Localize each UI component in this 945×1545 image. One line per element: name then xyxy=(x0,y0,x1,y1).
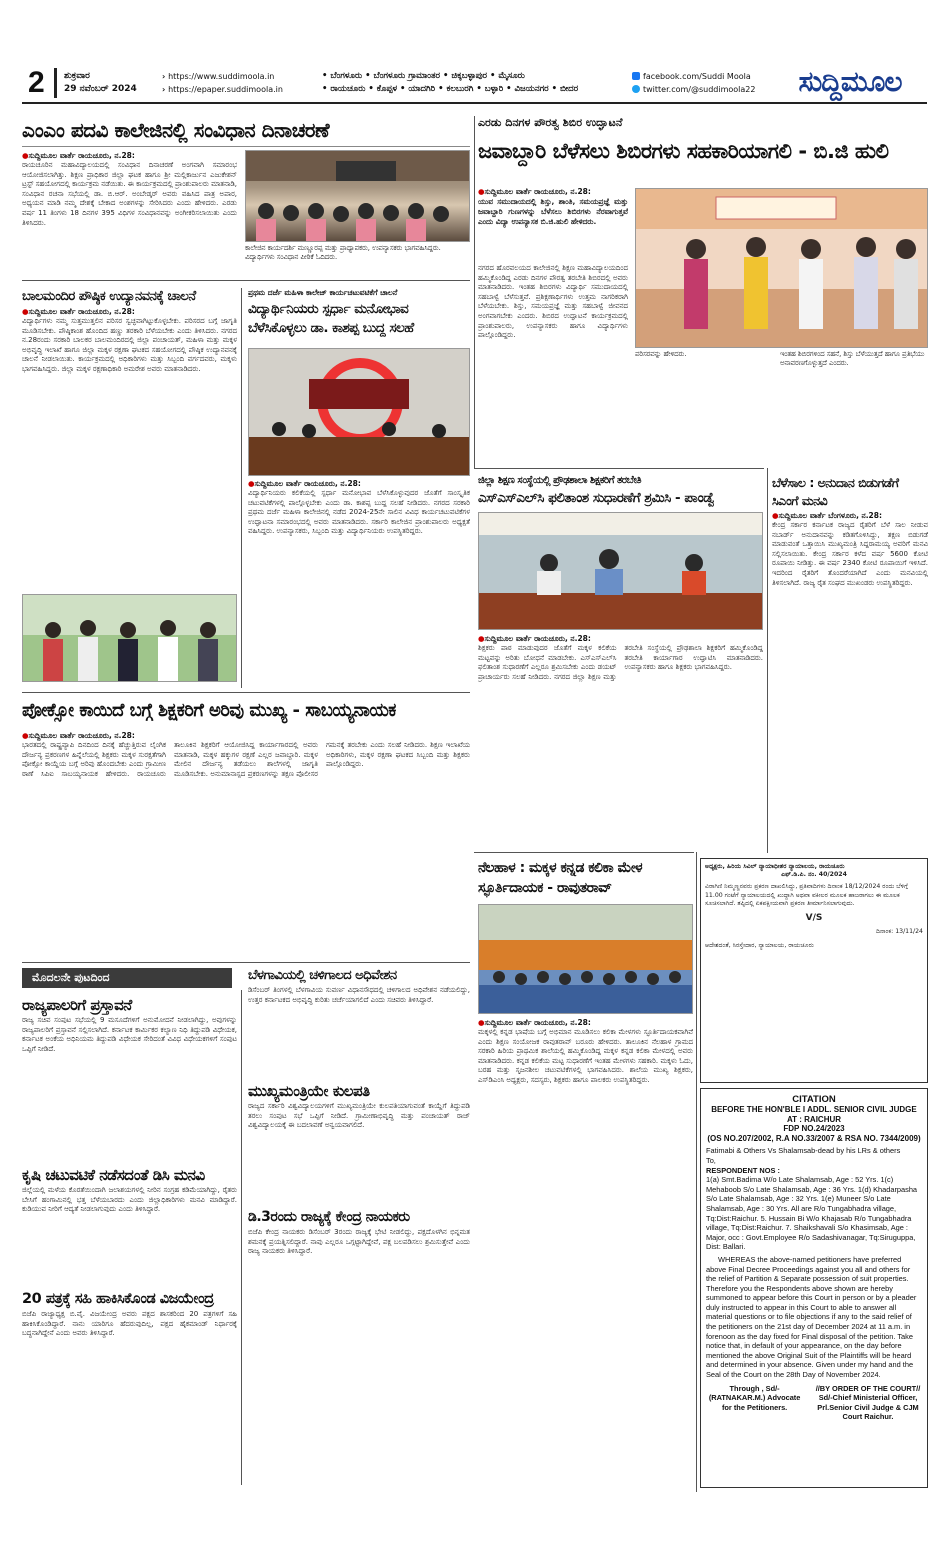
article-kannada-fair xyxy=(478,858,693,898)
article-text: ಜಿಲ್ಲೆಯಲ್ಲಿ ಮಳೆಯ ಕೊರತೆಯಿಂದಾಗಿ ಜಲಾಶಯಗಳಲ್ಲಿ ನೀರಿನ ಸಂಗ್ರಹ ಕಡಿಮೆಯಾಗಿದ್ದು, ರೈತರು ಬೇಸಿಗೆ ಹಂಗಾಮಿನಲ್ಲಿ ಭತ್ತ ಬೆಳೆಯಬಾರದು ಎಂದು ಜಿಲ್ಲಾಧಿಕಾರಿಗಳು ಮನವಿ ಮಾಡಿದ್ದಾರೆ. ಕುಡಿಯುವ ನೀರಿಗೆ ಆದ್ಯತೆ ನೀಡಲಾಗುವುದು ಎಂದು ತಿಳಿಸಿದ್ದಾರೆ. xyxy=(22,1186,237,1214)
article-citizenship-camp xyxy=(478,116,928,168)
camp-illustration xyxy=(636,189,928,348)
kannada-fair-photo xyxy=(478,904,693,1014)
article-text: ನಗರದ ಹೊರವಲಯದ ಕಾಲೇಜಿನಲ್ಲಿ ಶಿಕ್ಷಣ ಮಹಾವಿದ್ಯಾಲಯದಿಂದ ಹಮ್ಮಿಕೊಂಡಿದ್ದ ಎರಡು ದಿನಗಳ ಪೌರತ್ವ ತರಬೇತಿ ಶಿಬಿರದಲ್ಲಿ ಅವರು ಮಾತನಾಡಿದರು. ಇಂತಹ ಶಿಬಿರಗಳು ವಿದ್ಯಾರ್ಥಿ ಸಮುದಾಯದಲ್ಲಿ ಸಹಬಾಳ್ವೆ ಬೆಳೆಸುತ್ತವೆ. ಪ್ರಶಿಕ್ಷಣಾರ್ಥಿಗಳು ಉತ್ತಮ ನಾಗರಿಕರಾಗಿ ಬೆಳೆಯಬೇಕು. ಶಿಸ್ತು, ಸಮಯಪ್ರಜ್ಞೆ ಮತ್ತು ಸಹಬಾಳ್ವೆ ಜೀವನದ ಅಂಗವಾಗಬೇಕು ಎಂದರು. ಶಿಬಿರದ ಉದ್ಘಾಟನೆ ಕಾರ್ಯಕ್ರಮದಲ್ಲಿ ಪ್ರಾಂಶುಪಾಲರು, ಉಪನ್ಯಾಸಕರು ಹಾಗೂ ವಿದ್ಯಾರ್ಥಿಗಳು ಪಾಲ್ಗೊಂಡಿದ್ದರು. xyxy=(478,264,628,340)
page-number-divider xyxy=(54,68,57,98)
article-text: ಶಿಕ್ಷಕರು ಪಾಠ ಮಾಡುವುದರ ಜೊತೆಗೆ ಮಕ್ಕಳ ಕಲಿಕೆಯ ಮಟ್ಟವನ್ನು ಅರಿತು ಬೋಧನೆ ಮಾಡಬೇಕು. ಎಸ್‌ಎಸ್‌ಎಲ್‌ಸಿ ಫಲಿತಾಂಶ ಸುಧಾರಣೆಗೆ ಎಲ್ಲರೂ ಶ್ರಮಿಸಬೇಕು ಎಂದು ಡಯಟ್ ಪ್ರಾಚಾರ್ಯರು ಸಲಹೆ ನೀಡಿದರು. ನಗರದ ಜಿಲ್ಲಾ ಶಿಕ್ಷಣ ಮತ್ತು ತರಬೇತಿ ಸಂಸ್ಥೆಯಲ್ಲಿ ಪ್ರೌಢಶಾಲಾ ಶಿಕ್ಷಕರಿಗೆ ಹಮ್ಮಿಕೊಂಡಿದ್ದ ತರಬೇತಿ ಕಾರ್ಯಾಗಾರ ಉದ್ಘಾಟಿಸಿ ಮಾತನಾಡಿದರು. ಉಪನ್ಯಾಸಕರು ಹಾಗೂ ಶಿಕ್ಷಕರು ಭಾಗವಹಿಸಿದ್ದರು. xyxy=(478,644,763,681)
citation-respondents-label: RESPONDENT NOS : xyxy=(706,1165,780,1175)
byline: ● ಸುದ್ದಿಮೂಲ ವಾರ್ತೆ ಬೆಂಗಳೂರು, ನ.28: xyxy=(772,510,928,521)
article-farming-appeal xyxy=(22,1164,237,1282)
article-text: ವಿದ್ಯಾರ್ಥಿಗಳು ನಮ್ಮ ಸುತ್ತಮುತ್ತಲಿನ ಪರಿಸರ ಸ್ವಚ್ಛವಾಗಿಟ್ಟುಕೊಳ್ಳಬೇಕು. ಪರಿಸರದ ಬಗ್ಗೆ ಜಾಗೃತಿ ಮೂಡಿಸಬೇಕು. ಪೌಷ್ಠಿಕಾಂಶ ಹೊಂದಿದ ಹಣ್ಣು ತರಕಾರಿ ಬೆಳೆಯಬೇಕು ಎಂದು ತಿಳಿಸಿದರು. ನಗರದ ನ.28ರಂದು ಸರಕಾರಿ ಬಾಲಕರ ಬಾಲಮಂದಿರದಲ್ಲಿ ಜಿಲ್ಲಾ ಪಂಚಾಯತ್, ಮಹಿಳಾ ಮತ್ತು ಮಕ್ಕಳ ಅಭಿವೃದ್ಧಿ ಇಲಾಖೆ ಹಾಗೂ ಜಿಲ್ಲಾ ಮಕ್ಕಳ ರಕ್ಷಣಾ ಘಟಕದ ಸಹಯೋಗದಲ್ಲಿ ಪೌಷ್ಠಿಕ ಉದ್ಯಾನವನಕ್ಕೆ ಚಾಲನೆ ನೀಡಲಾಯಿತು. ಕಾರ್ಯಕ್ರಮದಲ್ಲಿ ಅಧಿಕಾರಿಗಳು ಮತ್ತು ಸಿಬ್ಬಂದಿ ವರ್ಗದವರು, ಮಕ್ಕಳು ಭಾಗವಹಿಸಿದ್ದರು. ಜಿಲ್ಲಾ ಮಕ್ಕಳ ರಕ್ಷಣಾಧಿಕಾರಿ ಅಮರೇಶ ಅವರು ಮಾತನಾಡಿದರು. xyxy=(22,317,237,373)
divider xyxy=(22,280,470,281)
byline: ● ಸುದ್ದಿಮೂಲ ವಾರ್ತೆ ರಾಯಚೂರು, ನ.28: xyxy=(22,150,237,161)
byline: ● ಸುದ್ದಿಮೂಲ ವಾರ್ತೆ ರಾಯಚೂರು, ನ.28: xyxy=(22,730,470,741)
notice-body: ವಿರಾಗಿಣಿ ನಿಮ್ಮಣ್ಣನವರು ಪ್ರಕರಣ ದಾಖಲಿಸಿದ್ದು, ಪ್ರತಿವಾದಿಗಳು ದಿನಾಂಕ 18/12/2024 ರಂದು ಬೆಳಿಗ್ಗೆ 11.00 ಗಂಟೆಗೆ ನ್ಯಾಯಾಲಯದಲ್ಲಿ ಖುದ್ದಾಗಿ ಅಥವಾ ವಕೀಲರ ಮೂಲಕ ಹಾಜರಾಗಲು ಈ ಮೂಲಕ ಸೂಚಿಸಲಾಗಿದೆ. ತಪ್ಪಿದಲ್ಲಿ ಏಕಪಕ್ಷೀಯವಾಗಿ ಪ್ರಕರಣ ತೀರ್ಮಾನಿಸಲಾಗುವುದು. xyxy=(705,883,909,907)
training-photo xyxy=(478,512,763,630)
college-event-photo xyxy=(248,348,470,476)
audience-illustration xyxy=(246,151,470,242)
article-cm-chancellor xyxy=(248,1080,470,1202)
citation-body: WHEREAS the above-named petitioners have preferred above Final Decree Proceedings against you all and others for the relief of Partition & Separate possession of suit properties. Therefore you the Respondents above shown are hereby summoned to appear before this Court in person or by a pleader duly instructed to appear in this Court to able to answer all material questions or to file objections if any to the said relief of the petitioners on the 21st day of December 2024 at 11 a.m. in forenoon as the day fixed for Final disposal of the petition. Take notice that, in default of your appearance, on the day before mentioned the above Original Suit of the Plaintiffs will be heard and determined in your absence. Given under my hand and the Seal of the Court on the 28th Day of November 2024. xyxy=(706,1254,917,1380)
vertical-divider xyxy=(696,852,697,1492)
facebook-link[interactable] xyxy=(632,70,755,83)
article-crop-loan xyxy=(772,474,928,851)
twitter-handle: twitter.com/@suddimoola22 xyxy=(643,85,756,94)
court-notice-kannada xyxy=(700,858,928,1083)
article-pocso xyxy=(22,698,470,951)
event-photo xyxy=(245,150,470,242)
article-constitution-day xyxy=(22,116,470,147)
vertical-divider xyxy=(241,990,242,1485)
article-kannada-fair-body xyxy=(478,1017,693,1493)
article-text: ಭಾರತದಲ್ಲಿ ರಾಷ್ಟ್ರವ್ಯಾಪಿ ದಿನದಿಂದ ದಿನಕ್ಕೆ ಹೆಚ್ಚುತ್ತಿರುವ ಲೈಂಗಿಕ ದೌರ್ಜನ್ಯ ಪ್ರಕರಣಗಳ ಹಿನ್ನೆಲೆಯಲ್ಲಿ ಶಿಕ್ಷಕರು ಮಕ್ಕಳ ಸುರಕ್ಷತೆಗಾಗಿ ಪೋಕ್ಸೋ ಕಾಯ್ದೆಯ ಬಗ್ಗೆ ಅರಿವು ಹೊಂದಬೇಕು ಎಂದು ಗ್ರಾಮೀಣ ಠಾಣೆ ಸಿಪಿಐ ಸಾಬಯ್ಯನಾಯಕ ಹೇಳಿದರು. ರಾಯಚೂರು ತಾಲೂಕಿನ ಶಿಕ್ಷಕರಿಗೆ ಆಯೋಜಿಸಿದ್ದ ಕಾರ್ಯಾಗಾರದಲ್ಲಿ ಅವರು ಮಾತನಾಡಿ, ಮಕ್ಕಳ ಹಕ್ಕುಗಳ ರಕ್ಷಣೆ ಎಲ್ಲರ ಜವಾಬ್ದಾರಿ. ಮಕ್ಕಳ ಮೇಲಿನ ದೌರ್ಜನ್ಯ ತಡೆಯಲು ಶಾಲೆಗಳಲ್ಲಿ ಜಾಗೃತಿ ಮೂಡಿಸಬೇಕು. ಅನುಮಾನಾಸ್ಪದ ಪ್ರಕರಣಗಳನ್ನು ತಕ್ಷಣ ಪೊಲೀಸರ ಗಮನಕ್ಕೆ ತರಬೇಕು ಎಂದು ಸಲಹೆ ನೀಡಿದರು. ಶಿಕ್ಷಣ ಇಲಾಖೆಯ ಅಧಿಕಾರಿಗಳು, ಮಕ್ಕಳ ರಕ್ಷಣಾ ಘಟಕದ ಸಿಬ್ಬಂದಿ ಮತ್ತು ಶಿಕ್ಷಕರು ಪಾಲ್ಗೊಂಡಿದ್ದರು. xyxy=(22,741,470,778)
citation-parties: Fatimabi & Others Vs Shalamsab-dead by his LRs & others xyxy=(706,1146,901,1156)
headline: ಜಿಲ್ಲಾ ಶಿಕ್ಷಣ ಸಂಸ್ಥೆಯಲ್ಲಿ ಪ್ರೌಢಶಾಲಾ ಶಿಕ್ಷಕರಿಗೆ ತರಬೇತಿ xyxy=(478,475,641,486)
citation-os: (OS NO.207/2002, R.A NO.33/2007 & RSA NO. 7344/2009) xyxy=(707,1133,921,1143)
headline-2: ಎಸ್‌ಎಸ್‌ಎಲ್‌ಸಿ ಫಲಿತಾಂಶ ಸುಧಾರಣೆಗೆ ಶ್ರಮಿಸಿ - ಪಾಂಡ್ವೆ xyxy=(478,490,715,506)
notice-case-number: ಎಫ್.ಡಿ.ಪಿ. ನಂ. 40/2024 xyxy=(781,871,847,879)
byline: ● ಸುದ್ದಿಮೂಲ ವಾರ್ತೆ ರಾಯಚೂರು, ನ.28: xyxy=(248,478,470,489)
website-link[interactable]: › https://www.suddimoola.in xyxy=(162,70,283,83)
photo-caption: ಇಂತಹ ಶಿಬಿರಗಳಿಂದ ಸಹನೆ, ಶಿಸ್ತು ಬೆಳೆಯುತ್ತದೆ ಹಾಗೂ ಪ್ರತಿಭೆಯು ಅನಾವರಣಗೊಳ್ಳುತ್ತದೆ ಎಂದರು. xyxy=(780,350,925,367)
divider xyxy=(22,962,470,963)
continued-section-bar: ಮೊದಲನೇ ಪುಟದಿಂದ xyxy=(22,968,232,988)
byline: ● ಸುದ್ದಿಮೂಲ ವಾರ್ತೆ ರಾಯಚೂರು, ನ.28: xyxy=(478,633,763,644)
article-vijayendra xyxy=(22,1288,237,1500)
twitter-icon xyxy=(632,85,640,93)
kicker: ಪ್ರಥಮ ದರ್ಜೆ ಮಹಿಳಾ ಕಾಲೇಜ್ ಕಾರ್ಯಚಟುವಟಿಕೆಗೆ ಚಾಲನೆ xyxy=(248,288,398,297)
nutrition-garden-photo xyxy=(22,594,237,682)
citation-court: BEFORE THE HON'BLE I ADDL. SENIOR CIVIL JUDGE AT : RAICHUR xyxy=(711,1105,917,1124)
kicker: ಎರಡು ದಿನಗಳ ಪೌರತ್ವ ಶಿಬಿರ ಉದ್ಘಾಟನೆ xyxy=(478,116,623,129)
issue-date-text: 29 ನವೆಂಬರ್ 2024 xyxy=(64,84,137,94)
photo-caption-left: ಪರಿಸರವನ್ನು ಹೇಳಿದರು. xyxy=(635,350,687,358)
notice-vs: V/S xyxy=(805,913,823,924)
headline: ಬೆಳೆಸಾಲ : ಅನುದಾನ ಬಿಡುಗಡೆಗೆ ಸಿಎಂಗೆ ಮನವಿ xyxy=(772,475,899,508)
article-womens-college xyxy=(248,288,470,338)
twitter-link[interactable] xyxy=(632,83,755,96)
college-illustration xyxy=(249,349,470,476)
headline: ಮುಖ್ಯಮಂತ್ರಿಯೇ ಕುಲಪತಿ xyxy=(248,1082,370,1100)
headline: ಡಿ.3ರಂದು ರಾಜ್ಯಕ್ಕೆ ಕೇಂದ್ರ ನಾಯಕರು xyxy=(248,1209,410,1225)
citation-signatures xyxy=(706,1384,922,1422)
headline: ಜವಾಬ್ದಾರಿ ಬೆಳೆಸಲು ಶಿಬಿರಗಳು ಸಹಕಾರಿಯಾಗಲಿ - ಬಿ.ಜಿ ಹುಲಿ xyxy=(478,139,889,163)
court-signature: //BY ORDER OF THE COURT// Sd/-Chief Ministerial Officer, Prl.Senior Civil Judge & CJM Court Raichur. xyxy=(815,1383,921,1422)
headline: ಬಾಲಮಂದಿರ ಪೌಷ್ಠಿಕ ಉದ್ಯಾನವನಕ್ಕೆ ಚಾಲನೆ xyxy=(22,289,196,304)
headline: ಪೋಕ್ಸೋ ಕಾಯಿದೆ ಬಗ್ಗೆ ಶಿಕ್ಷಕರಿಗೆ ಅರಿವು ಮುಖ್ಯ - ಸಾಬಯ್ಯನಾಯಕ xyxy=(22,700,396,721)
issue-date xyxy=(64,70,137,96)
article-governor-proposal xyxy=(22,994,237,1156)
newspaper-masthead: ಸುದ್ದಿಮೂಲ xyxy=(798,65,902,98)
byline: ● ಸುದ್ದಿಮೂಲ ವಾರ್ತೆ ರಾಯಚೂರು, ನ.28: xyxy=(478,1017,693,1028)
article-text: ಮಕ್ಕಳಲ್ಲಿ ಕನ್ನಡ ಭಾಷೆಯ ಬಗ್ಗೆ ಅಭಿಮಾನ ಮೂಡಿಸಲು ಕಲಿಕಾ ಮೇಳಗಳು ಸ್ಫೂರ್ತಿದಾಯಕವಾಗಿವೆ ಎಂದು ಶಿಕ್ಷಣ ಸಂಯೋಜಕ ರಾವುತರಾವ್ ಬರೂರು ಹೇಳಿದರು. ತಾಲೂಕಿನ ನೆಲಹಾಳ ಗ್ರಾಮದ ಸರಕಾರಿ ಹಿರಿಯ ಪ್ರಾಥಮಿಕ ಶಾಲೆಯಲ್ಲಿ ಹಮ್ಮಿಕೊಂಡಿದ್ದ ಮಕ್ಕಳ ಕನ್ನಡ ಕಲಿಕಾ ಮೇಳದಲ್ಲಿ ಅವರು ಮಾತನಾಡಿದರು. ಕನ್ನಡ ಕಲಿಕೆಯ ಮಟ್ಟ ಸುಧಾರಣೆಗೆ ಇಂತಹ ಮೇಳಗಳು ಸಹಕಾರಿ. ಮಕ್ಕಳು ಓದು, ಬರಹ ಮತ್ತು ಸೃಜನಶೀಲ ಚಟುವಟಿಕೆಗಳಲ್ಲಿ ಭಾಗವಹಿಸಿದರು. ಶಾಲೆಯ ಮುಖ್ಯ ಶಿಕ್ಷಕರು, ಎಸ್‌ಡಿಎಂಸಿ ಅಧ್ಯಕ್ಷರು, ಸದಸ್ಯರು, ಶಿಕ್ಷಕರು ಹಾಗೂ ಪಾಲಕರು ಉಪಸ್ಥಿತರಿದ್ದರು. xyxy=(478,1028,693,1084)
divider xyxy=(474,852,694,853)
article-womens-college-body xyxy=(248,478,470,679)
article-text: ಬಿಜೆಪಿ ಕೇಂದ್ರ ನಾಯಕರು ಡಿಸೆಂಬರ್ 3ರಂದು ರಾಜ್ಯಕ್ಕೆ ಭೇಟಿ ನೀಡಲಿದ್ದು, ಪಕ್ಷದೊಳಗಿನ ಭಿನ್ನಮತ ಶಮನಕ್ಕೆ ಪ್ರಯತ್ನಿಸಲಿದ್ದಾರೆ. ನಾವು ಎಲ್ಲರೂ ಒಗ್ಗಟ್ಟಾಗಿದ್ದೇವೆ, ಪಕ್ಷ ಬಲಪಡಿಸಲು ಶ್ರಮಿಸುತ್ತೇವೆ ಎಂದು ರಾಜ್ಯ ನಾಯಕರು ತಿಳಿಸಿದ್ದಾರೆ. xyxy=(248,1228,470,1256)
facebook-icon xyxy=(632,72,640,80)
citation-notice xyxy=(700,1088,928,1488)
article-citizenship-camp-lead xyxy=(478,186,628,469)
article-text: ರಾಜ್ಯದ ಸರ್ಕಾರಿ ವಿಶ್ವವಿದ್ಯಾಲಯಗಳಿಗೆ ಮುಖ್ಯಮಂತ್ರಿಯೇ ಕುಲಪತಿಯಾಗುವಂತೆ ಕಾಯ್ದೆಗೆ ತಿದ್ದುಪಡಿ ತರಲು ಸಂಪುಟ ಸಭೆ ಒಪ್ಪಿಗೆ ನೀಡಿದೆ. ಗ್ರಾಮೀಣಾಭಿವೃದ್ಧಿ ಮತ್ತು ಪಂಚಾಯತ್ ರಾಜ್ ವಿಶ್ವವಿದ್ಯಾಲಯಕ್ಕೆ ಈ ಬದಲಾವಣೆ ಅನ್ವಯವಾಗಲಿದೆ. xyxy=(248,1102,470,1130)
citation-to: To, xyxy=(706,1155,716,1165)
citation-title: CITATION xyxy=(792,1094,836,1105)
social-links xyxy=(632,70,755,96)
issue-day: ಶುಕ್ರವಾರ xyxy=(64,71,90,81)
epaper-link[interactable]: › https://epaper.suddimoola.in xyxy=(162,83,283,96)
citation-fdp: FDP NO.24/2023 xyxy=(783,1124,845,1134)
notice-signature: ಆದೇಶದಂತೆ, ಸಿರಸ್ತೇದಾರ, ನ್ಯಾಯಾಲಯ, ರಾಯಚೂರು xyxy=(705,942,814,950)
headline: ಕೃಷಿ ಚಟುವಟಿಕೆ ನಡೆಸದಂತೆ ಡಿಸಿ ಮನವಿ xyxy=(22,1166,205,1184)
camp-photo xyxy=(635,188,928,348)
article-sslc xyxy=(478,474,763,508)
article-text: ಕೇಂದ್ರ ಸರ್ಕಾರ ಕರ್ನಾಟಕ ರಾಜ್ಯದ ರೈತರಿಗೆ ಬೆಳೆ ಸಾಲ ನೀಡುವ ನಬಾರ್ಡ್ ಅನುದಾನವನ್ನು ಕಡಿತಗೊಳಿಸಿದ್ದು, ತಕ್ಷಣ ಬಿಡುಗಡೆ ಮಾಡುವಂತೆ ಒತ್ತಾಯಿಸಿ ಮುಖ್ಯಮಂತ್ರಿ ಸಿದ್ದರಾಮಯ್ಯ ಅವರಿಗೆ ಮನವಿ ಸಲ್ಲಿಸಲಾಯಿತು. ಕೇಂದ್ರ ಸರ್ಕಾರ ಕಳೆದ ವರ್ಷ 5600 ಕೋಟಿ ರೂಪಾಯಿ ನೀಡಿತ್ತು. ಈ ವರ್ಷ 2340 ಕೋಟಿ ರೂಪಾಯಿಗೆ ಇಳಿಸಿದೆ. ಇದರಿಂದ ರೈತರಿಗೆ ತೊಂದರೆಯಾಗಿದೆ ಎಂದು ಮನವಿಯಲ್ಲಿ ತಿಳಿಸಲಾಗಿದೆ. ರಾಜ್ಯ ರೈತ ಸಂಘದ ಮುಖಂಡರು ಉಪಸ್ಥಿತರಿದ್ದರು. xyxy=(772,521,928,587)
facebook-handle: facebook.com/Suddi Moola xyxy=(643,72,751,81)
notice-date: ದಿನಾಂಕ: 13/11/24 xyxy=(876,928,923,936)
garden-illustration xyxy=(23,595,237,682)
cities-row-2: • ರಾಯಚೂರು • ಕೊಪ್ಪಳ • ಯಾದಗಿರಿ • ಕಲಬುರಗಿ • ಬಳ್ಳಾರಿ • ವಿಜಯನಗರ • ಬೀದರ xyxy=(322,84,579,94)
notice-title: ಅಧ್ಯಕ್ಷರು, ಹಿರಿಯ ಸಿವಿಲ್ ನ್ಯಾಯಾಧೀಶರ ನ್ಯಾಯಾಲಯ, ರಾಯಚೂರು xyxy=(705,863,845,870)
advocate-signature: Through , Sd/- (RATNAKAR.M.) Advocate for the Petitioners. xyxy=(708,1383,801,1412)
article-text: ಬಿಜೆಪಿ ರಾಜ್ಯಾಧ್ಯಕ್ಷ ಬಿ.ವೈ. ವಿಜಯೇಂದ್ರ ಅವರು ಪಕ್ಷದ ಶಾಸಕರಿಂದ 20 ಪತ್ರಗಳಿಗೆ ಸಹಿ ಹಾಕಿಸಿಕೊಂಡಿದ್ದಾರೆ. ನಾನು ಯಾರಿಗೂ ಹೆದರುವುದಿಲ್ಲ, ಪಕ್ಷದ ಹೈಕಮಾಂಡ್ ನಿರ್ಧಾರಕ್ಕೆ ಬದ್ಧನಾಗಿದ್ದೇನೆ ಎಂದು ಅವರು ತಿಳಿಸಿದ್ದಾರೆ. xyxy=(22,1310,237,1338)
vertical-divider xyxy=(474,116,475,468)
divider xyxy=(22,692,470,693)
article-text: ಡಿಸೆಂಬರ್ ತಿಂಗಳಲ್ಲಿ ಬೆಳಗಾವಿಯ ಸುವರ್ಣ ವಿಧಾನಸೌಧದಲ್ಲಿ ಚಳಿಗಾಲದ ಅಧಿವೇಶನ ನಡೆಯಲಿದ್ದು, ಉತ್ತರ ಕರ್ನಾಟಕದ ಅಭಿವೃದ್ಧಿ ಕುರಿತು ಚರ್ಚೆಯಾಗಲಿದೆ ಎಂದು ಸಚಿವರು ತಿಳಿಸಿದ್ದಾರೆ. xyxy=(248,986,470,1004)
edition-cities xyxy=(322,70,578,96)
headline: 20 ಪತ್ರಕ್ಕೆ ಸಹಿ ಹಾಕಿಸಿಕೊಂಡ ವಿಜಯೇಂದ್ರ xyxy=(22,1291,214,1307)
vertical-divider xyxy=(767,468,768,853)
headline: ನೆಲಹಾಳ : ಮಕ್ಕಳ ಕನ್ನಡ ಕಲಿಕಾ ಮೇಳ ಸ್ಫೂರ್ತಿದಾಯಕ - ರಾವುತರಾವ್ xyxy=(478,860,643,896)
students-illustration xyxy=(479,905,693,1014)
header-links xyxy=(162,70,283,96)
article-text: ವಿದ್ಯಾರ್ಥಿನಿಯರು ಕಲಿಕೆಯಲ್ಲಿ ಸ್ಪರ್ಧಾ ಮನೋಭಾವ ಬೆಳೆಸಿಕೊಳ್ಳುವುದರ ಜೊತೆಗೆ ಸಾಂಸ್ಕೃತಿಕ ಚಟುವಟಿಕೆಗಳಲ್ಲಿ ಪಾಲ್ಗೊಳ್ಳಬೇಕು ಎಂದು ಡಾ. ಕಾಶಪ್ಪ ಬುದ್ದ ಸಲಹೆ ನೀಡಿದರು. ನಗರದ ಸರಕಾರಿ ಪ್ರಥಮ ದರ್ಜೆ ಮಹಿಳಾ ಕಾಲೇಜಿನಲ್ಲಿ ನಡೆದ 2024-25ನೇ ಸಾಲಿನ ವಿವಿಧ ಕಾರ್ಯಚಟುವಟಿಕೆಗಳ ಉದ್ಘಾಟನಾ ಸಮಾರಂಭದಲ್ಲಿ ಅವರು ಮಾತನಾಡಿದರು. ಸರ್ಕಾರಿ ಕಾಲೇಜಿನ ಪ್ರಾಂಶುಪಾಲರು ಅಧ್ಯಕ್ಷತೆ ವಹಿಸಿದ್ದರು. ಉಪನ್ಯಾಸಕರು, ಸಿಬ್ಬಂದಿ ಮತ್ತು ವಿದ್ಯಾರ್ಥಿನಿಯರು ಉಪಸ್ಥಿತರಿದ್ದರು. xyxy=(248,489,470,536)
headline: ಎಂಎಂ ಪದವಿ ಕಾಲೇಜಿನಲ್ಲಿ ಸಂವಿಧಾನ ದಿನಾಚರಣೆ xyxy=(22,116,470,147)
byline: ● ಸುದ್ದಿಮೂಲ ವಾರ್ತೆ ರಾಯಚೂರು, ನ.28: xyxy=(478,186,628,197)
page-number: 2 xyxy=(28,66,45,99)
article-nutrition-garden xyxy=(22,288,237,589)
byline: ● ಸುದ್ದಿಮೂಲ ವಾರ್ತೆ ರಾಯಚೂರು, ನ.28: xyxy=(22,306,237,317)
article-text: ರಾಯಚೂರಿನ ಮಹಾವಿದ್ಯಾಲಯದಲ್ಲಿ ಸಂವಿಧಾನ ದಿನಾಚರಣೆ ಅಂಗವಾಗಿ ಸಮಾರಂಭ ಆಯೋಜಿಸಲಾಗಿತ್ತು. ಶಿಕ್ಷಣ ಪ್ರಾಧಿಕಾರ ಜಿಲ್ಲಾ ಘಟಕ ಹಾಗೂ ಶ್ರೀ ಮಲ್ಲಿಕಾರ್ಜುನ ಎಜುಕೇಶನ್ ಟ್ರಸ್ಟ್ ಸಹಯೋಗದಲ್ಲಿ ಕಾರ್ಯಕ್ರಮ ನಡೆಯಿತು. ಈ ಕಾರ್ಯಕ್ರಮದಲ್ಲಿ ಪ್ರಾಂಶುಪಾಲರು ಮಾತನಾಡಿ, ಸಂವಿಧಾನ ರಚನಾ ಸಭೆಯಲ್ಲಿ ಡಾ. ಬಿ.ಆರ್. ಅಂಬೇಡ್ಕರ್ ಅವರು ವಹಿಸಿದ ಪಾತ್ರ ಅಪಾರ, ಅಧ್ಯಯನ ಮಾಡಿ ನಮ್ಮ ದೇಶಕ್ಕೆ ಬೇಕಾದ ಅಂಶಗಳನ್ನು ಸೇರಿಸಿದರು ಎಂದು ಹೇಳಿದರು. ಎರಡು ವರ್ಷ 11 ತಿಂಗಳು 18 ದಿನಗಳ 395 ವಿಧಿಗಳ ಸಂವಿಧಾನವನ್ನು ಅಂಗೀಕರಿಸಲಾಯಿತು ಎಂದು ತಿಳಿಸಿದರು. xyxy=(22,161,237,227)
lead-text: ಯುವ ಸಮುದಾಯದಲ್ಲಿ ಶಿಸ್ತು, ಶಾಂತಿ, ಸಮಯಪ್ರಜ್ಞೆ ಮತ್ತು ಜವಾಬ್ದಾರಿ ಗುಣಗಳನ್ನು ಬೆಳೆಸಲು ಶಿಬಿರಗಳು ನೆರವಾಗುತ್ತವೆ ಎಂದು ವಿದ್ಯಾ ಉಪನ್ಯಾಸಕ ಬಿ.ಜಿ.ಹುಲಿ ಹೇಳಿದರು. xyxy=(478,197,628,226)
headline: ಬೆಳಗಾವಿಯಲ್ಲಿ ಚಳಿಗಾಲದ ಅಧಿವೇಶನ xyxy=(248,968,397,983)
page-header xyxy=(22,64,927,104)
citation-respondents: 1(a) Smt.Badima W/o Late Shalamsab, Age : 52 Yrs. 1(c) Mehaboob S/o Late Shalamsab, Age : 36 Yrs. 1(d) Khadarpasha S/o Late Shalamsab, Age : 32 Yrs. 1(e) Muneer S/o Late Shalamsab, Age : 30 Yrs. All are R/o Tungabhadra village, Tq:Dist:Raichur. 5. Hussain Bi W/o Khajasab R/o Tungabhadra village, Tq:Dist:Raichur. 7. Shaikshavali S/o Khasimsab, Age : Major, occ : Govt.Employee R/o Sadashivanagar, Tq:Siruguppa, Dist: Ballari. xyxy=(706,1175,918,1252)
training-illustration xyxy=(479,513,763,630)
cities-row-1: • ಬೆಂಗಳೂರು • ಬೆಂಗಳೂರು ಗ್ರಾಮಾಂತರ • ಚಿಕ್ಕಬಳ್ಳಾಪುರ • ಮೈಸೂರು xyxy=(322,71,525,81)
headline: ವಿದ್ಯಾರ್ಥಿನಿಯರು ಸ್ಪರ್ಧಾ ಮನೋಭಾವ ಬೆಳೆಸಿಕೊಳ್ಳಲು ಡಾ. ಕಾಶಪ್ಪ ಬುದ್ದ ಸಲಹೆ xyxy=(248,301,414,336)
article-central-leaders xyxy=(248,1206,470,1478)
article-sslc-body xyxy=(478,633,763,854)
article-text: ರಾಜ್ಯ ಸಚಿವ ಸಂಪುಟ ಸಭೆಯಲ್ಲಿ 9 ಮಸೂದೆಗಳಿಗೆ ಅನುಮೋದನೆ ನೀಡಲಾಗಿದ್ದು, ಅವುಗಳನ್ನು ರಾಜ್ಯಪಾಲರಿಗೆ ಪ್ರಸ್ತಾವನೆ ಸಲ್ಲಿಸಲಾಗಿದೆ. ಕರ್ನಾಟಕ ಕಾರ್ಮಿಕರ ಕಲ್ಯಾಣ ನಿಧಿ ತಿದ್ದುಪಡಿ ವಿಧೇಯಕ, ಕರ್ನಾಟಕ ಅಂಕೆಯ ಅಧಿನಿಯಮ ತಿದ್ದುಪಡಿ ವಿಧೇಯಕ ಸೇರಿದಂತೆ ವಿವಿಧ ವಿಧೇಯಕಗಳಿಗೆ ಸಂಪುಟ ಒಪ್ಪಿಗೆ ನೀಡಿದೆ. xyxy=(22,1016,237,1053)
photo-caption: ಕಾಲೇಜಿನ ಕಾರ್ಯದರ್ಶಿ ಮಣ್ಣೂರಪ್ಪ ಮತ್ತು ಪ್ರಾಧ್ಯಾಪಕರು, ಉಪನ್ಯಾಸಕರು ಭಾಗವಹಿಸಿದ್ದರು. ವಿದ್ಯಾರ್ಥಿಗಳು ಸಂವಿಧಾನ ಪೀಠಿಕೆ ಓದಿದರು. xyxy=(245,244,441,261)
divider xyxy=(474,468,764,469)
vertical-divider xyxy=(241,288,242,688)
article-winter-session xyxy=(248,966,470,1074)
article-constitution-day-body xyxy=(22,150,237,286)
headline: ರಾಜ್ಯಪಾಲರಿಗೆ ಪ್ರಸ್ತಾವನೆ xyxy=(22,996,132,1014)
